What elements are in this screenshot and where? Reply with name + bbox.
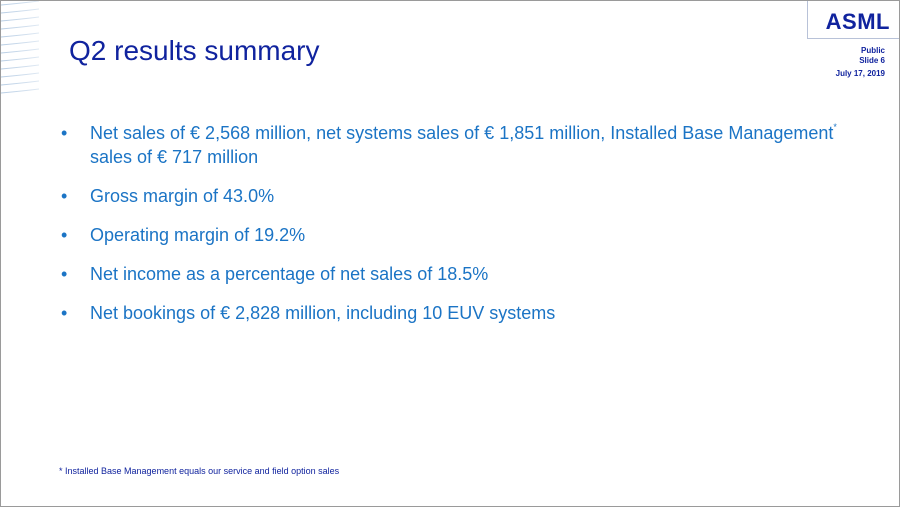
bullet-text: Operating margin of 19.2%	[90, 225, 306, 245]
bullet-dot: •	[61, 225, 68, 245]
logo-box	[807, 0, 900, 39]
bullet-item-gross-margin	[61, 184, 841, 208]
bullet-item-net-income	[61, 262, 841, 286]
bullet-item-net-sales	[61, 121, 841, 169]
slide-meta	[765, 46, 885, 79]
bullet-dot: •	[61, 186, 68, 206]
footnote-marker: *	[833, 122, 837, 132]
bullet-text-continued: sales of € 717 million	[90, 147, 259, 167]
bullet-item-operating-margin	[61, 223, 841, 247]
bullet-text: Net income as a percentage of net sales of 18.5%	[90, 264, 489, 284]
classification-label: Public	[860, 46, 885, 55]
bullet-text: Net sales of € 2,568 million, net systems sales of € 1,851 million, Installed Base Management	[90, 123, 834, 143]
bullet-dot: •	[61, 123, 68, 143]
slide-number: Slide 6	[859, 56, 885, 65]
asml-logo: ASML	[825, 9, 890, 34]
bullet-dot: •	[61, 303, 68, 323]
slide-date: July 17, 2019	[835, 69, 885, 78]
page-title: Q2 results summary	[69, 35, 320, 66]
bullet-text: Net bookings of € 2,828 million, including 10 EUV systems	[90, 303, 556, 323]
bullet-dot: •	[61, 264, 68, 284]
corner-decoration	[1, 1, 41, 97]
footnote: * Installed Base Management equals our service and field option sales	[59, 466, 340, 476]
bullet-text: Gross margin of 43.0%	[90, 186, 275, 206]
bullet-item-net-bookings	[61, 301, 841, 325]
bullet-list	[61, 121, 841, 340]
